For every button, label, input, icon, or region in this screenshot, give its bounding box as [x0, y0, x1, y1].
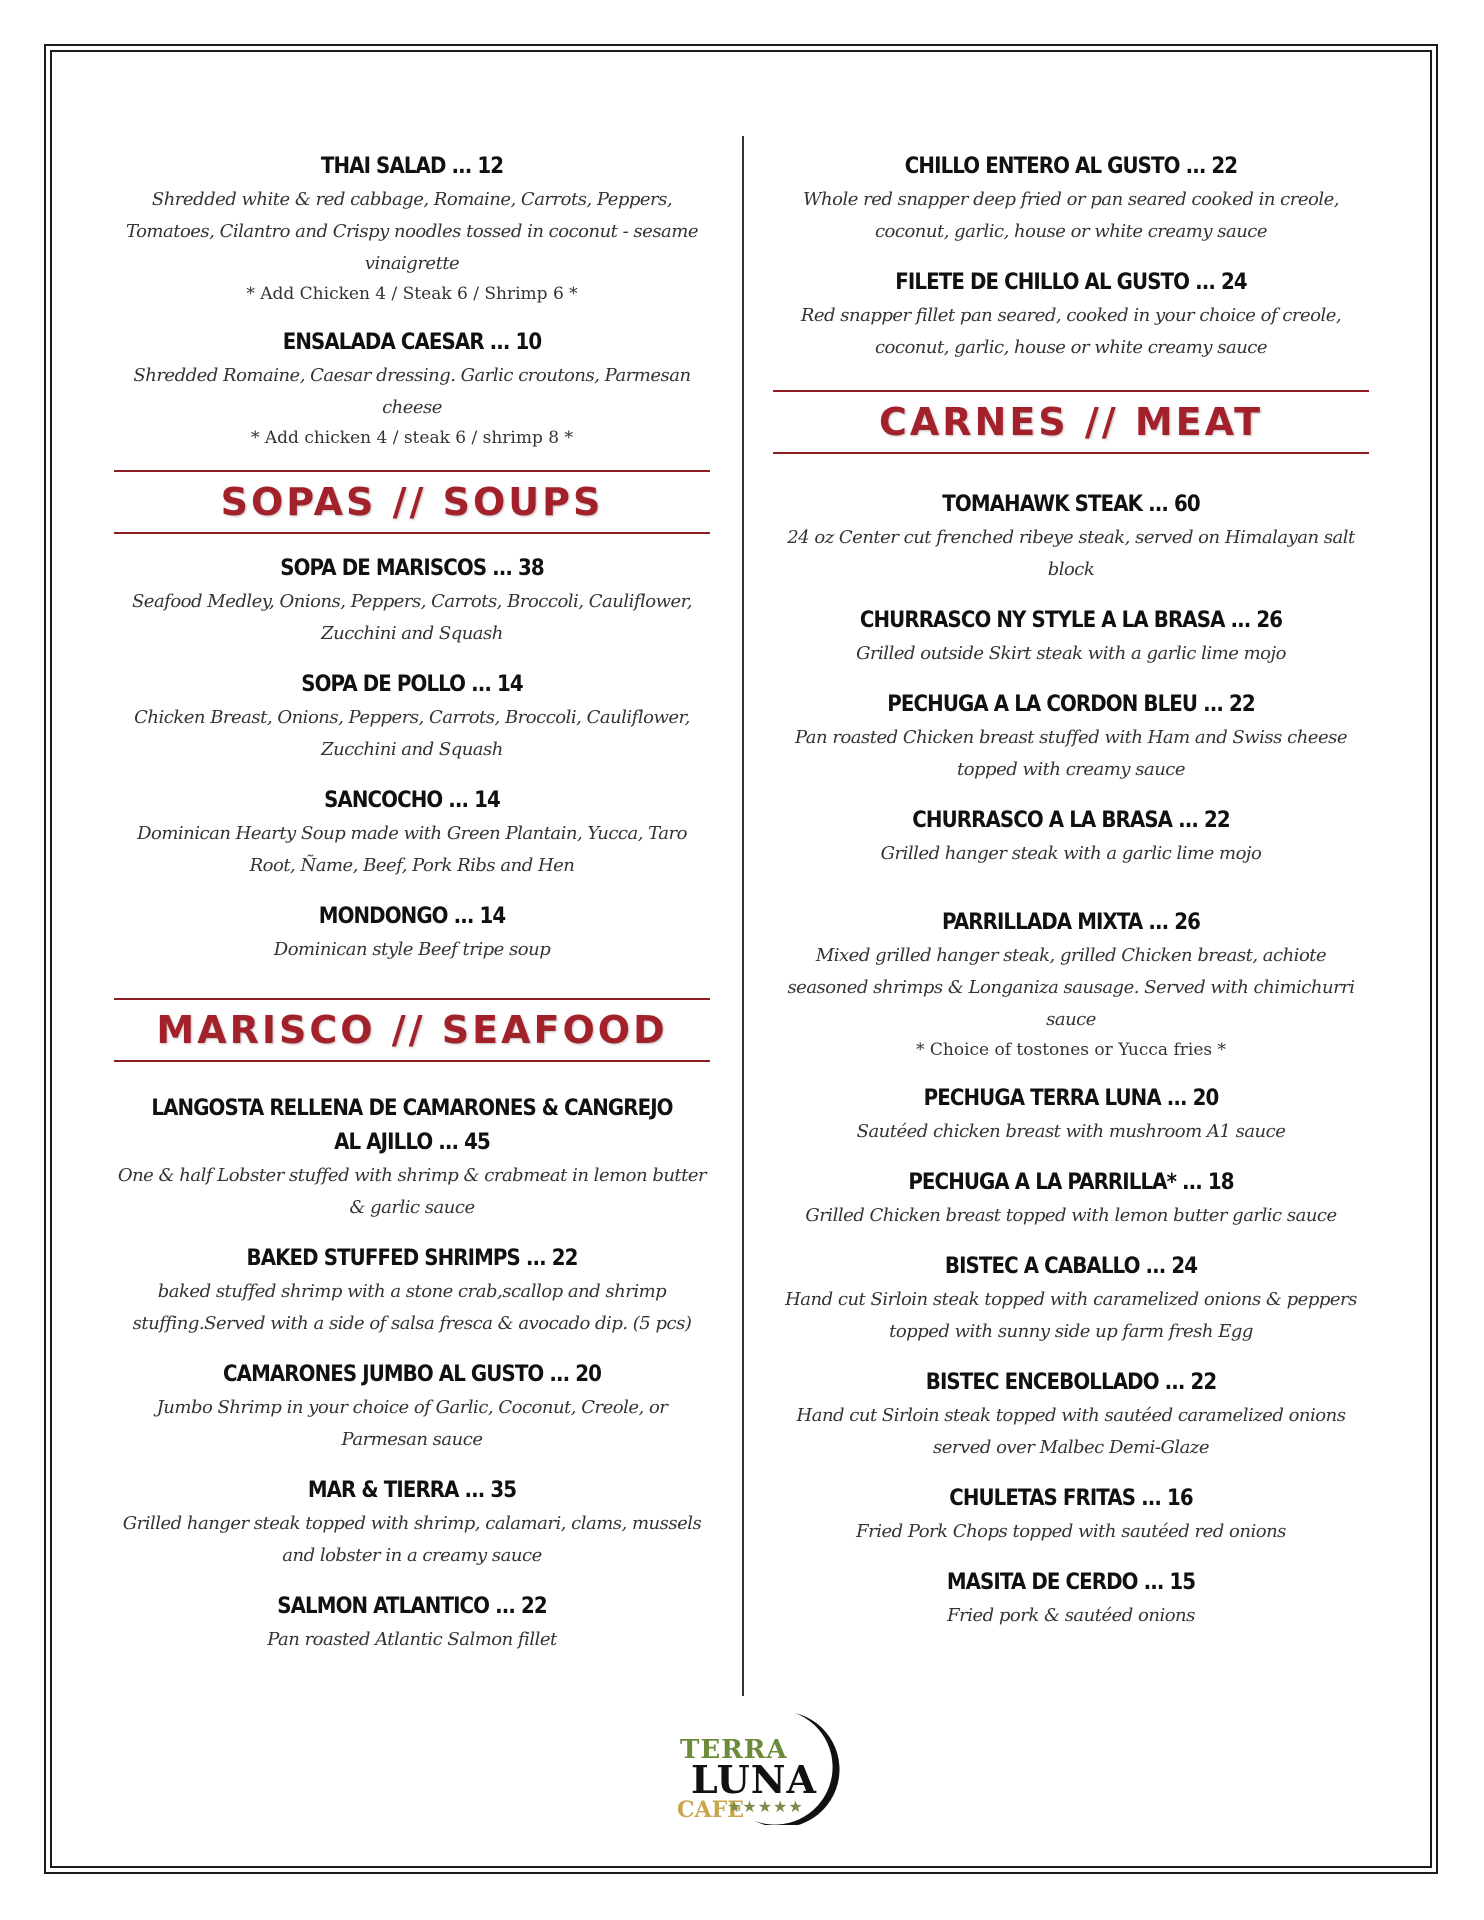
item-name: BISTEC ENCEBOLLADO ... 22: [925, 1370, 1217, 1395]
column-divider: [742, 136, 744, 1696]
item-name: BISTEC A CABALLO ... 24: [944, 1254, 1198, 1279]
section-rule: [114, 1060, 710, 1062]
item-name: CHURRASCO NY STYLE A LA BRASA ... 26: [859, 608, 1283, 633]
menu-item: [114, 326, 710, 452]
item-description: Dominican Hearty Soup made with Green Plantain, Yucca, Taro Root, Ñame, Beef, Pork Ribs and Hen: [137, 823, 687, 876]
item-description: Shredded Romaine, Caesar dressing. Garlic croutons, Parmesan cheese: [133, 365, 691, 418]
item-description: Grilled hanger steak topped with shrimp, calamari, clams, mussels and lobster in a creamy sauce: [122, 1513, 702, 1566]
menu-item: [114, 1092, 710, 1224]
item-name: TOMAHAWK STEAK ... 60: [942, 492, 1200, 517]
section-header-meat: [773, 390, 1369, 454]
item-name: MONDONGO ... 14: [318, 904, 506, 929]
item-name: PECHUGA TERRA LUNA ... 20: [923, 1086, 1219, 1111]
item-description: Pan roasted Chicken breast stuffed with Ham and Swiss cheese topped with creamy sauce: [794, 727, 1347, 780]
item-description: Fried Pork Chops topped with sautéed red onions: [856, 1521, 1286, 1542]
menu-item: [114, 784, 710, 882]
item-description: Shredded white & red cabbage, Romaine, Carrots, Peppers, Tomatoes, Cilantro and Crispy noodles tossed in coconut - sesame vinaigrette: [125, 189, 699, 274]
menu-item: [773, 488, 1369, 586]
item-description: Seafood Medley, Onions, Peppers, Carrots, Broccoli, Cauliflower, Zucchini and Squash: [131, 591, 693, 644]
item-description: One & half Lobster stuffed with shrimp & crabmeat in lemon butter & garlic sauce: [117, 1165, 707, 1218]
menu-item: [773, 150, 1369, 248]
item-description: baked stuffed shrimp with a stone crab,scallop and shrimp stuffing.Served with a side of salsa fresca & avocado dip. (5 pcs): [132, 1281, 692, 1334]
item-description: Jumbo Shrimp in your choice of Garlic, Coconut, Creole, or Parmesan sauce: [156, 1397, 668, 1450]
item-description: Sautéed chicken breast with mushroom A1 sauce: [856, 1121, 1286, 1142]
menu-item: [114, 552, 710, 650]
menu-item: [114, 1358, 710, 1456]
item-note: * Add Chicken 4 / Steak 6 / Shrimp 6 *: [246, 284, 578, 304]
item-name: SOPA DE MARISCOS ... 38: [280, 556, 544, 581]
item-description: Fried pork & sautéed onions: [947, 1605, 1195, 1626]
menu-item: [114, 900, 710, 966]
item-description: Red snapper fillet pan seared, cooked in your choice of creole, coconut, garlic, house or white creamy sauce: [800, 305, 1342, 358]
item-name: BAKED STUFFED SHRIMPS ... 22: [246, 1246, 578, 1271]
item-description: Grilled hanger steak with a garlic lime mojo: [880, 843, 1262, 864]
item-name: MAR & TIERRA ... 35: [307, 1478, 517, 1503]
menu-item: [114, 1590, 710, 1656]
menu-item: [773, 1250, 1369, 1348]
menu-item: [773, 1082, 1369, 1148]
menu-item: [773, 266, 1369, 364]
menu-item: [114, 1474, 710, 1572]
item-name: THAI SALAD ... 12: [320, 154, 504, 179]
menu-item: [773, 906, 1369, 1064]
item-name: PECHUGA A LA CORDON BLEU ... 22: [887, 692, 1255, 717]
menu-item: [114, 668, 710, 766]
item-description: Grilled outside Skirt steak with a garlic lime mojo: [856, 643, 1286, 664]
item-note: * Choice of tostones or Yucca fries *: [915, 1040, 1227, 1060]
item-note: * Add chicken 4 / steak 6 / shrimp 8 *: [250, 428, 573, 448]
menu-item: [773, 688, 1369, 786]
item-description: Mixed grilled hanger steak, grilled Chicken breast, achiote seasoned shrimps & Longaniza sausage. Served with chimichurri sauce: [787, 945, 1355, 1030]
item-description: 24 oz Center cut frenched ribeye steak, served on Himalayan salt block: [787, 527, 1355, 580]
item-name: SANCOCHO ... 14: [324, 788, 500, 813]
item-description: Pan roasted Atlantic Salmon fillet: [267, 1629, 557, 1650]
item-description: Hand cut Sirloin steak topped with caramelized onions & peppers topped with sunny side up farm fresh Egg: [785, 1289, 1357, 1342]
item-description: Grilled Chicken breast topped with lemon butter garlic sauce: [805, 1205, 1337, 1226]
section-rule: [114, 532, 710, 534]
item-name: CHULETAS FRITAS ... 16: [949, 1486, 1193, 1511]
left-column: [114, 150, 710, 1674]
logo-cafe: CAFE: [677, 1797, 744, 1823]
menu-item: [773, 1566, 1369, 1632]
section-title: MARISCO // SEAFOOD: [156, 1008, 668, 1052]
item-description: Whole red snapper deep fried or pan seared cooked in creole, coconut, garlic, house or white creamy sauce: [803, 189, 1339, 242]
logo-stars: ★★★★★: [727, 1797, 804, 1816]
menu-item: [114, 150, 710, 308]
menu-item: [773, 1482, 1369, 1548]
terra-luna-cafe-logo: [675, 1705, 865, 1825]
item-description: Chicken Breast, Onions, Peppers, Carrots, Broccoli, Cauliflower, Zucchini and Squash: [134, 707, 690, 760]
menu-item: [773, 1166, 1369, 1232]
section-title: SOPAS // SOUPS: [220, 480, 604, 524]
section-header-seafood: [114, 998, 710, 1062]
section-title: CARNES // MEAT: [878, 400, 1264, 444]
item-name: CHURRASCO A LA BRASA ... 22: [912, 808, 1230, 833]
item-name: MASITA DE CERDO ... 15: [946, 1570, 1196, 1595]
section-rule: [773, 452, 1369, 454]
menu-item: [773, 604, 1369, 670]
item-name: PARRILLADA MIXTA ... 26: [942, 910, 1200, 935]
item-name: CAMARONES JUMBO AL GUSTO ... 20: [223, 1362, 601, 1387]
right-column: [773, 150, 1369, 1650]
logo-luna: LUNA: [691, 1757, 817, 1802]
menu-item: [773, 804, 1369, 870]
menu-item: [773, 1366, 1369, 1464]
logo-terra: TERRA: [680, 1735, 788, 1765]
item-description: Dominican style Beef tripe soup: [273, 939, 551, 960]
item-name: SOPA DE POLLO ... 14: [301, 672, 523, 697]
item-name: CHILLO ENTERO AL GUSTO ... 22: [904, 154, 1238, 179]
item-name: FILETE DE CHILLO AL GUSTO ... 24: [895, 270, 1247, 295]
section-header-soups: [114, 470, 710, 534]
item-name: ENSALADA CAESAR ... 10: [282, 330, 542, 355]
item-description: Hand cut Sirloin steak topped with sautéed caramelized onions served over Malbec Demi-Glaze: [796, 1405, 1346, 1458]
menu-item: [114, 1242, 710, 1340]
item-name: SALMON ATLANTICO ... 22: [277, 1594, 547, 1619]
item-name: LANGOSTA RELLENA DE CAMARONES & CANGREJO AL AJILLO ... 45: [151, 1096, 673, 1155]
item-name: PECHUGA A LA PARRILLA* ... 18: [908, 1170, 1234, 1195]
